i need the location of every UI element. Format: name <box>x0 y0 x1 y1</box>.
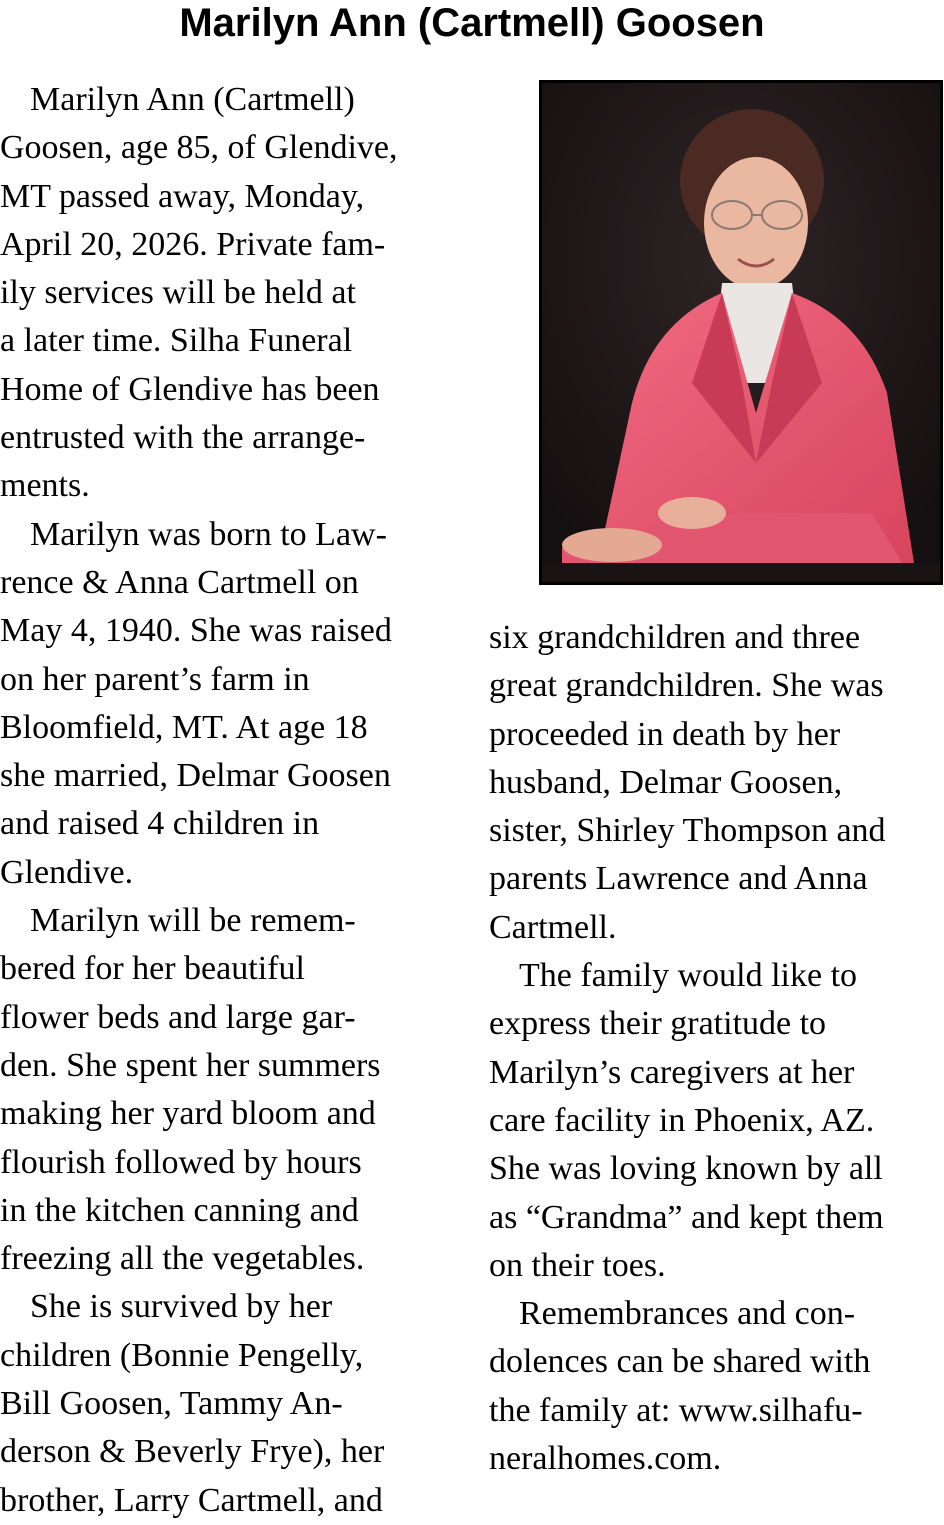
paragraph-line: sister, Shirley Thompson and <box>489 812 886 850</box>
paragraph-line: proceeded in death by her <box>489 715 841 753</box>
paragraph-line: she married, Delmar Goosen <box>0 757 391 795</box>
paragraph-line: on their toes. <box>489 1246 666 1284</box>
paragraph-line: husband, Delmar Goosen, <box>489 763 843 801</box>
paragraph-line: ily services will be held at <box>0 274 356 312</box>
paragraph-line: making her yard bloom and <box>0 1095 376 1133</box>
paragraph-line: Marilyn’s caregivers at her <box>489 1053 855 1091</box>
paragraph-line: great grandchildren. She was <box>489 667 884 705</box>
paragraph-line: Bill Goosen, Tammy An- <box>0 1385 343 1423</box>
paragraph-line: neralhomes.com. <box>489 1440 722 1478</box>
paragraph-line: MT passed away, Monday, <box>0 177 365 215</box>
paragraph-line: rence & Anna Cartmell on <box>0 563 359 601</box>
paragraph-line: Home of Glendive has been <box>0 370 380 408</box>
paragraph-line: Remembrances and con- <box>519 1295 856 1333</box>
paragraph-line: Cartmell. <box>489 908 617 946</box>
paragraph-line: The family would like to <box>519 957 858 995</box>
paragraph-line: brother, Larry Cartmell, and <box>0 1481 383 1519</box>
paragraph-line: April 20, 2026. Private fam- <box>0 225 386 263</box>
paragraph-line: ments. <box>0 467 90 505</box>
paragraph-line: freezing all the vegetables. <box>0 1240 365 1278</box>
paragraph-line: Marilyn will be remem- <box>30 902 356 940</box>
paragraph-line: parents Lawrence and Anna <box>489 860 868 898</box>
paragraph-line: flourish followed by hours <box>0 1143 362 1181</box>
left-text-column <box>0 76 470 1525</box>
paragraph-line: den. She spent her summers <box>0 1046 381 1084</box>
paragraph-line: Marilyn Ann (Cartmell) <box>30 81 355 118</box>
paragraph-line: May 4, 1940. She was raised <box>0 612 392 650</box>
portrait-illustration <box>542 83 940 582</box>
paragraph-line: Bloomfield, MT. At age 18 <box>0 708 368 746</box>
paragraph-line: as “Grandma” and kept them <box>489 1198 884 1236</box>
paragraph-line: six grandchildren and three <box>489 619 861 656</box>
paragraph-line: a later time. Silha Funeral <box>0 322 353 360</box>
paragraph-line: bered for her beautiful <box>0 950 305 988</box>
paragraph-line: children (Bonnie Pengelly, <box>0 1336 364 1374</box>
portrait-photo <box>539 80 943 585</box>
paragraph-line: care facility in Phoenix, AZ. <box>489 1101 875 1139</box>
paragraph-line: and raised 4 children in <box>0 805 320 843</box>
paragraph-line: on her parent’s farm in <box>0 660 310 698</box>
paragraph-line: She was loving known by all <box>489 1150 883 1188</box>
paragraph-line: Goosen, age 85, of Glendive, <box>0 129 398 167</box>
paragraph-line: entrusted with the arrange- <box>0 419 366 457</box>
paragraph-line: dolences can be shared with <box>489 1343 871 1381</box>
paragraph-line: Marilyn was born to Law- <box>30 515 387 553</box>
paragraph-line: in the kitchen canning and <box>0 1191 359 1229</box>
obituary-title: Marilyn Ann (Cartmell) Goosen <box>179 1 765 45</box>
paragraph-line: She is survived by her <box>30 1288 333 1326</box>
paragraph-line: derson & Beverly Frye), her <box>0 1433 385 1471</box>
paragraph-line: express their gratitude to <box>489 1005 827 1043</box>
paragraph-line: flower beds and large gar- <box>0 998 356 1036</box>
right-text-column <box>489 614 944 1483</box>
paragraph-line: the family at: www.silhafu- <box>489 1391 863 1429</box>
paragraph-line: Glendive. <box>0 853 134 891</box>
